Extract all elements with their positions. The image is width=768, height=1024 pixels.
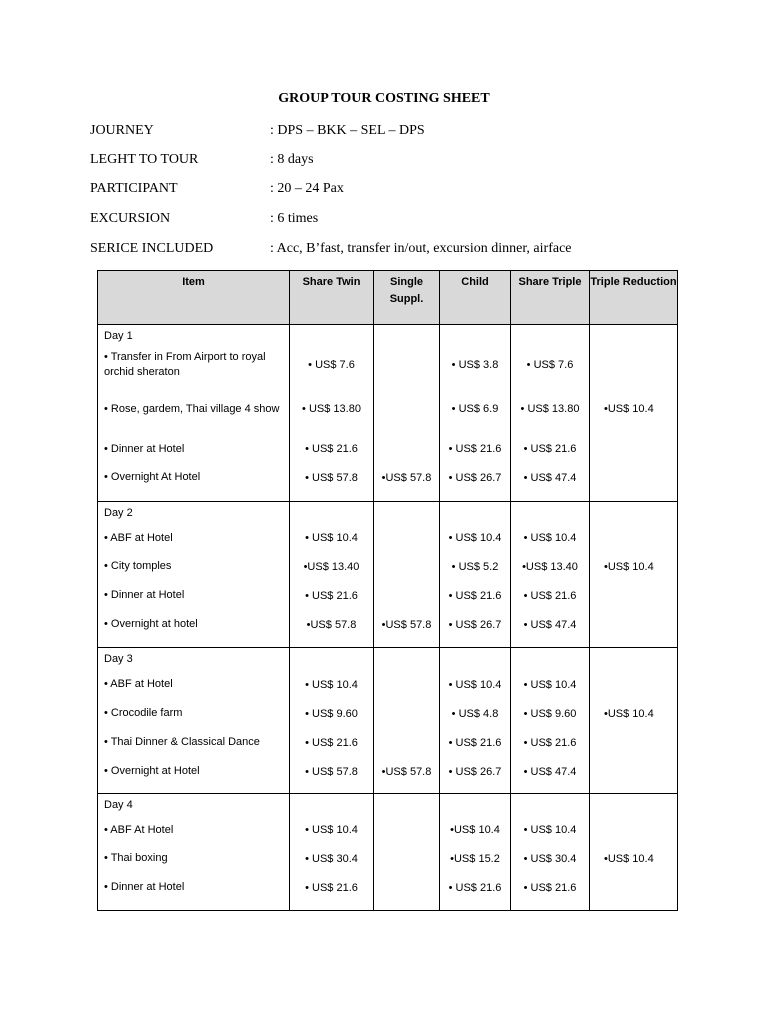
item-name: • ABF at Hotel (104, 531, 173, 544)
child-value: • US$ 21.6 (448, 736, 502, 749)
share-triple-value: • US$ 10.4 (523, 824, 577, 836)
header-item: Item (98, 271, 290, 325)
share-triple-cell (511, 325, 590, 502)
share-triple-value: • US$ 9.60 (523, 707, 577, 720)
info-label: PARTICIPANT (90, 181, 178, 196)
triple-reduction-value: •US$ 10.4 (604, 560, 654, 573)
triple-reduction-cell (590, 794, 678, 911)
item-name: • Thai boxing (104, 852, 168, 864)
share-twin-value: •US$ 57.8 (306, 618, 357, 631)
share-twin-cell (290, 502, 374, 648)
share-twin-value: • US$ 21.6 (305, 443, 358, 455)
day-label: Day 3 (104, 653, 133, 665)
day-row (98, 502, 678, 648)
share-twin-value: • US$ 10.4 (305, 532, 358, 544)
item-cell (98, 325, 290, 502)
triple-reduction-cell (590, 325, 678, 502)
share-twin-value: •US$ 13.40 (303, 560, 360, 573)
triple-reduction-cell (590, 502, 678, 648)
triple-reduction-value: •US$ 10.4 (604, 707, 654, 720)
single-suppl-value (374, 873, 439, 902)
share-twin-value: • US$ 57.8 (305, 765, 358, 778)
item-name: • City tomples (104, 560, 172, 572)
child-cell (440, 325, 511, 502)
share-twin-value: • US$ 21.6 (305, 589, 358, 602)
item-name: • ABF At Hotel (104, 823, 174, 836)
child-value: • US$ 21.6 (448, 589, 502, 602)
table-header-row (98, 271, 678, 325)
day-row (98, 794, 678, 911)
child-value: • US$ 5.2 (451, 560, 499, 573)
header-triple-reduction: Triple Reduction (590, 271, 678, 325)
costing-table (97, 270, 678, 911)
header-child: Child (440, 271, 511, 325)
child-value: • US$ 6.9 (451, 403, 499, 415)
single-suppl-value (374, 435, 439, 463)
single-suppl-value (374, 524, 439, 552)
single-suppl-value (374, 347, 439, 383)
share-twin-cell (290, 794, 374, 911)
info-label: SERICE INCLUDED (90, 241, 214, 256)
single-suppl-value (374, 816, 439, 844)
single-suppl-value (374, 844, 439, 873)
share-twin-value: • US$ 13.80 (302, 403, 361, 415)
item-cell (98, 502, 290, 648)
triple-reduction-cell (590, 648, 678, 794)
share-twin-value: • US$ 21.6 (305, 881, 358, 894)
day-label: Day 2 (104, 507, 133, 519)
info-label: LEGHT TO TOUR (90, 152, 199, 167)
header-share-triple: Share Triple (511, 271, 590, 325)
triple-reduction-value: •US$ 10.4 (604, 852, 654, 865)
share-triple-cell (511, 648, 590, 794)
item-name: • Rose, gardem, Thai village 4 show (104, 402, 280, 415)
single-suppl-value (374, 383, 439, 435)
item-name: • ABF at Hotel (104, 678, 173, 690)
share-triple-value: • US$ 10.4 (523, 678, 577, 691)
share-triple-value: • US$ 21.6 (523, 443, 577, 455)
single-suppl-value (374, 699, 439, 728)
info-value: : 8 days (270, 152, 314, 167)
share-twin-value: • US$ 30.4 (305, 852, 358, 865)
header-share-twin: Share Twin (290, 271, 374, 325)
child-cell (440, 794, 511, 911)
single-suppl-value: •US$ 57.8 (381, 618, 432, 631)
item-cell (98, 794, 290, 911)
share-triple-value: • US$ 47.4 (523, 765, 577, 778)
share-triple-value: • US$ 47.4 (523, 618, 577, 631)
share-twin-value: • US$ 57.8 (305, 471, 358, 484)
single-suppl-cell (374, 794, 440, 911)
single-suppl-cell (374, 648, 440, 794)
share-triple-value: • US$ 21.6 (523, 736, 577, 749)
info-label: JOURNEY (90, 123, 154, 138)
item-name: • Crocodile farm (104, 707, 183, 719)
single-suppl-value (374, 581, 439, 610)
item-name: • Overnight At Hotel (104, 471, 201, 483)
child-value: • US$ 26.7 (448, 618, 502, 631)
share-twin-value: • US$ 21.6 (305, 736, 358, 749)
item-name: • Transfer in From Airport to royal orchid sheraton (104, 351, 266, 378)
info-value: : Acc, B’fast, transfer in/out, excursion dinner, airface (270, 241, 572, 256)
day-row (98, 325, 678, 502)
info-value: : 20 – 24 Pax (270, 181, 344, 196)
single-suppl-value (374, 670, 439, 699)
item-name: • Overnight at hotel (104, 618, 198, 630)
share-triple-value: • US$ 30.4 (523, 852, 577, 865)
single-suppl-value (374, 728, 439, 757)
item-name: • Dinner at Hotel (104, 442, 185, 455)
item-name: • Dinner at Hotel (104, 881, 185, 893)
child-value: • US$ 10.4 (448, 678, 502, 691)
share-triple-value: • US$ 13.80 (520, 403, 580, 415)
day-label: Day 1 (104, 330, 133, 342)
child-value: • US$ 21.6 (448, 443, 502, 455)
table-body (98, 325, 678, 911)
single-suppl-cell (374, 502, 440, 648)
day-row (98, 648, 678, 794)
share-twin-value: • US$ 10.4 (305, 824, 358, 836)
child-value: •US$ 15.2 (450, 852, 500, 865)
share-triple-value: • US$ 47.4 (523, 471, 577, 484)
share-triple-value: • US$ 7.6 (526, 359, 574, 371)
header-single-suppl: Single Suppl. (374, 271, 440, 325)
share-triple-value: •US$ 13.40 (522, 560, 578, 573)
child-value: • US$ 3.8 (451, 359, 499, 371)
single-suppl-value: •US$ 57.8 (381, 765, 432, 778)
single-suppl-value (374, 552, 439, 581)
single-suppl-value: •US$ 57.8 (381, 471, 432, 484)
child-cell (440, 502, 511, 648)
child-value: • US$ 10.4 (448, 532, 502, 544)
share-twin-value: • US$ 7.6 (308, 359, 355, 371)
item-name: • Overnight at Hotel (104, 765, 200, 777)
child-cell (440, 648, 511, 794)
item-name: • Dinner at Hotel (104, 589, 185, 601)
child-value: • US$ 21.6 (448, 881, 502, 894)
share-twin-value: • US$ 10.4 (305, 678, 358, 691)
triple-reduction-value: •US$ 10.4 (604, 403, 654, 415)
info-label: EXCURSION (90, 211, 171, 226)
share-twin-cell (290, 648, 374, 794)
info-value: : 6 times (270, 211, 319, 226)
child-value: • US$ 4.8 (451, 707, 499, 720)
single-suppl-cell (374, 325, 440, 502)
share-triple-cell (511, 794, 590, 911)
share-triple-value: • US$ 10.4 (523, 532, 577, 544)
child-value: •US$ 10.4 (450, 824, 500, 836)
share-triple-cell (511, 502, 590, 648)
share-twin-cell (290, 325, 374, 502)
child-value: • US$ 26.7 (448, 471, 502, 484)
child-value: • US$ 26.7 (448, 765, 502, 778)
day-label: Day 4 (104, 799, 133, 811)
item-name: • Thai Dinner & Classical Dance (104, 736, 260, 748)
item-cell (98, 648, 290, 794)
info-value: : DPS – BKK – SEL – DPS (270, 123, 425, 138)
page-title: GROUP TOUR COSTING SHEET (278, 91, 490, 106)
share-twin-value: • US$ 9.60 (305, 707, 358, 720)
share-triple-value: • US$ 21.6 (523, 589, 577, 602)
share-triple-value: • US$ 21.6 (523, 881, 577, 894)
